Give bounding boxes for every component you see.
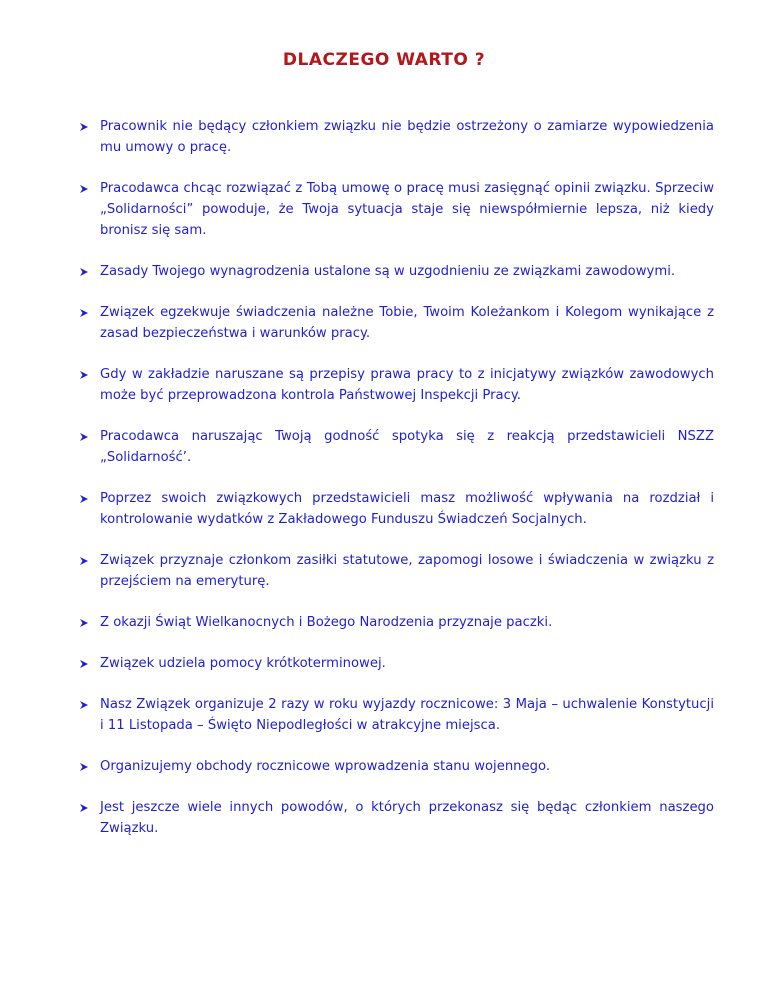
arrow-bullet-icon xyxy=(79,659,89,669)
list-item-text: Pracodawca chcąc rozwiązać z Tobą umowę o pracę musi zasięgnąć opinii związku. Sprzeciw „Solidarności” powoduje, że Twoja sytuacja staje się niewspółmiernie lepsza, niż kiedy bronisz się sam. xyxy=(100,181,714,238)
list-item xyxy=(78,261,714,282)
list-item xyxy=(78,364,714,406)
arrow-bullet-icon xyxy=(79,494,89,504)
list-item-text: Gdy w zakładzie naruszane są przepisy prawa pracy to z inicjatywy związków zawodowych może być przeprowadzona kontrola Państwowej Inspekcji Pracy. xyxy=(100,367,714,403)
page-title: DLACZEGO WARTO ? xyxy=(282,50,486,70)
list-item xyxy=(78,756,714,777)
list-item xyxy=(78,550,714,592)
arrow-bullet-icon xyxy=(79,184,89,194)
list-item-text: Organizujemy obchody rocznicowe wprowadzenia stanu wojennego. xyxy=(100,759,551,774)
list-item-text: Nasz Związek organizuje 2 razy w roku wyjazdy rocznicowe: 3 Maja – uchwalenie Konstytucji i 11 Listopada – Święto Niepodległości w atrakcyjne miejsca. xyxy=(100,697,714,733)
arrow-bullet-icon xyxy=(79,700,89,710)
list-item-text: Pracodawca naruszając Twoją godność spotyka się z reakcją przedstawicieli NSZZ „Solidarność’. xyxy=(100,429,714,465)
list-item xyxy=(78,797,714,839)
arrow-bullet-icon xyxy=(79,308,89,318)
list-item-text: Związek udziela pomocy krótkoterminowej. xyxy=(100,656,386,671)
list-item xyxy=(78,426,714,468)
list-item-text: Z okazji Świąt Wielkanocnych i Bożego Narodzenia przyznaje paczki. xyxy=(100,615,553,630)
arrow-bullet-icon xyxy=(79,803,89,813)
list-item-text: Zasady Twojego wynagrodzenia ustalone są w uzgodnieniu ze związkami zawodowymi. xyxy=(100,264,676,279)
arrow-bullet-icon xyxy=(79,762,89,772)
arrow-bullet-icon xyxy=(79,267,89,277)
list-item xyxy=(78,612,714,633)
list-item-text: Jest jeszcze wiele innych powodów, o których przekonasz się będąc członkiem naszego Związku. xyxy=(100,800,714,836)
list-item-text: Związek egzekwuje świadczenia należne Tobie, Twoim Koleżankom i Kolegom wynikające z zasad bezpieczeństwa i warunków pracy. xyxy=(100,305,714,341)
reasons-list xyxy=(78,116,714,859)
list-item-text: Poprzez swoich związkowych przedstawicieli masz możliwość wpływania na rozdział i kontrolowanie wydatków z Zakładowego Funduszu Świadczeń Socjalnych. xyxy=(100,491,714,527)
list-item xyxy=(78,694,714,736)
list-item xyxy=(78,653,714,674)
arrow-bullet-icon xyxy=(79,618,89,628)
list-item xyxy=(78,178,714,241)
arrow-bullet-icon xyxy=(79,370,89,380)
list-item-text: Pracownik nie będący członkiem związku nie będzie ostrzeżony o zamiarze wypowiedzenia mu umowy o pracę. xyxy=(100,119,714,155)
list-item-text: Związek przyznaje członkom zasiłki statutowe, zapomogi losowe i świadczenia w związku z przejściem na emeryturę. xyxy=(100,553,714,589)
list-item xyxy=(78,488,714,530)
arrow-bullet-icon xyxy=(79,122,89,132)
list-item xyxy=(78,302,714,344)
list-item xyxy=(78,116,714,158)
arrow-bullet-icon xyxy=(79,556,89,566)
arrow-bullet-icon xyxy=(79,432,89,442)
